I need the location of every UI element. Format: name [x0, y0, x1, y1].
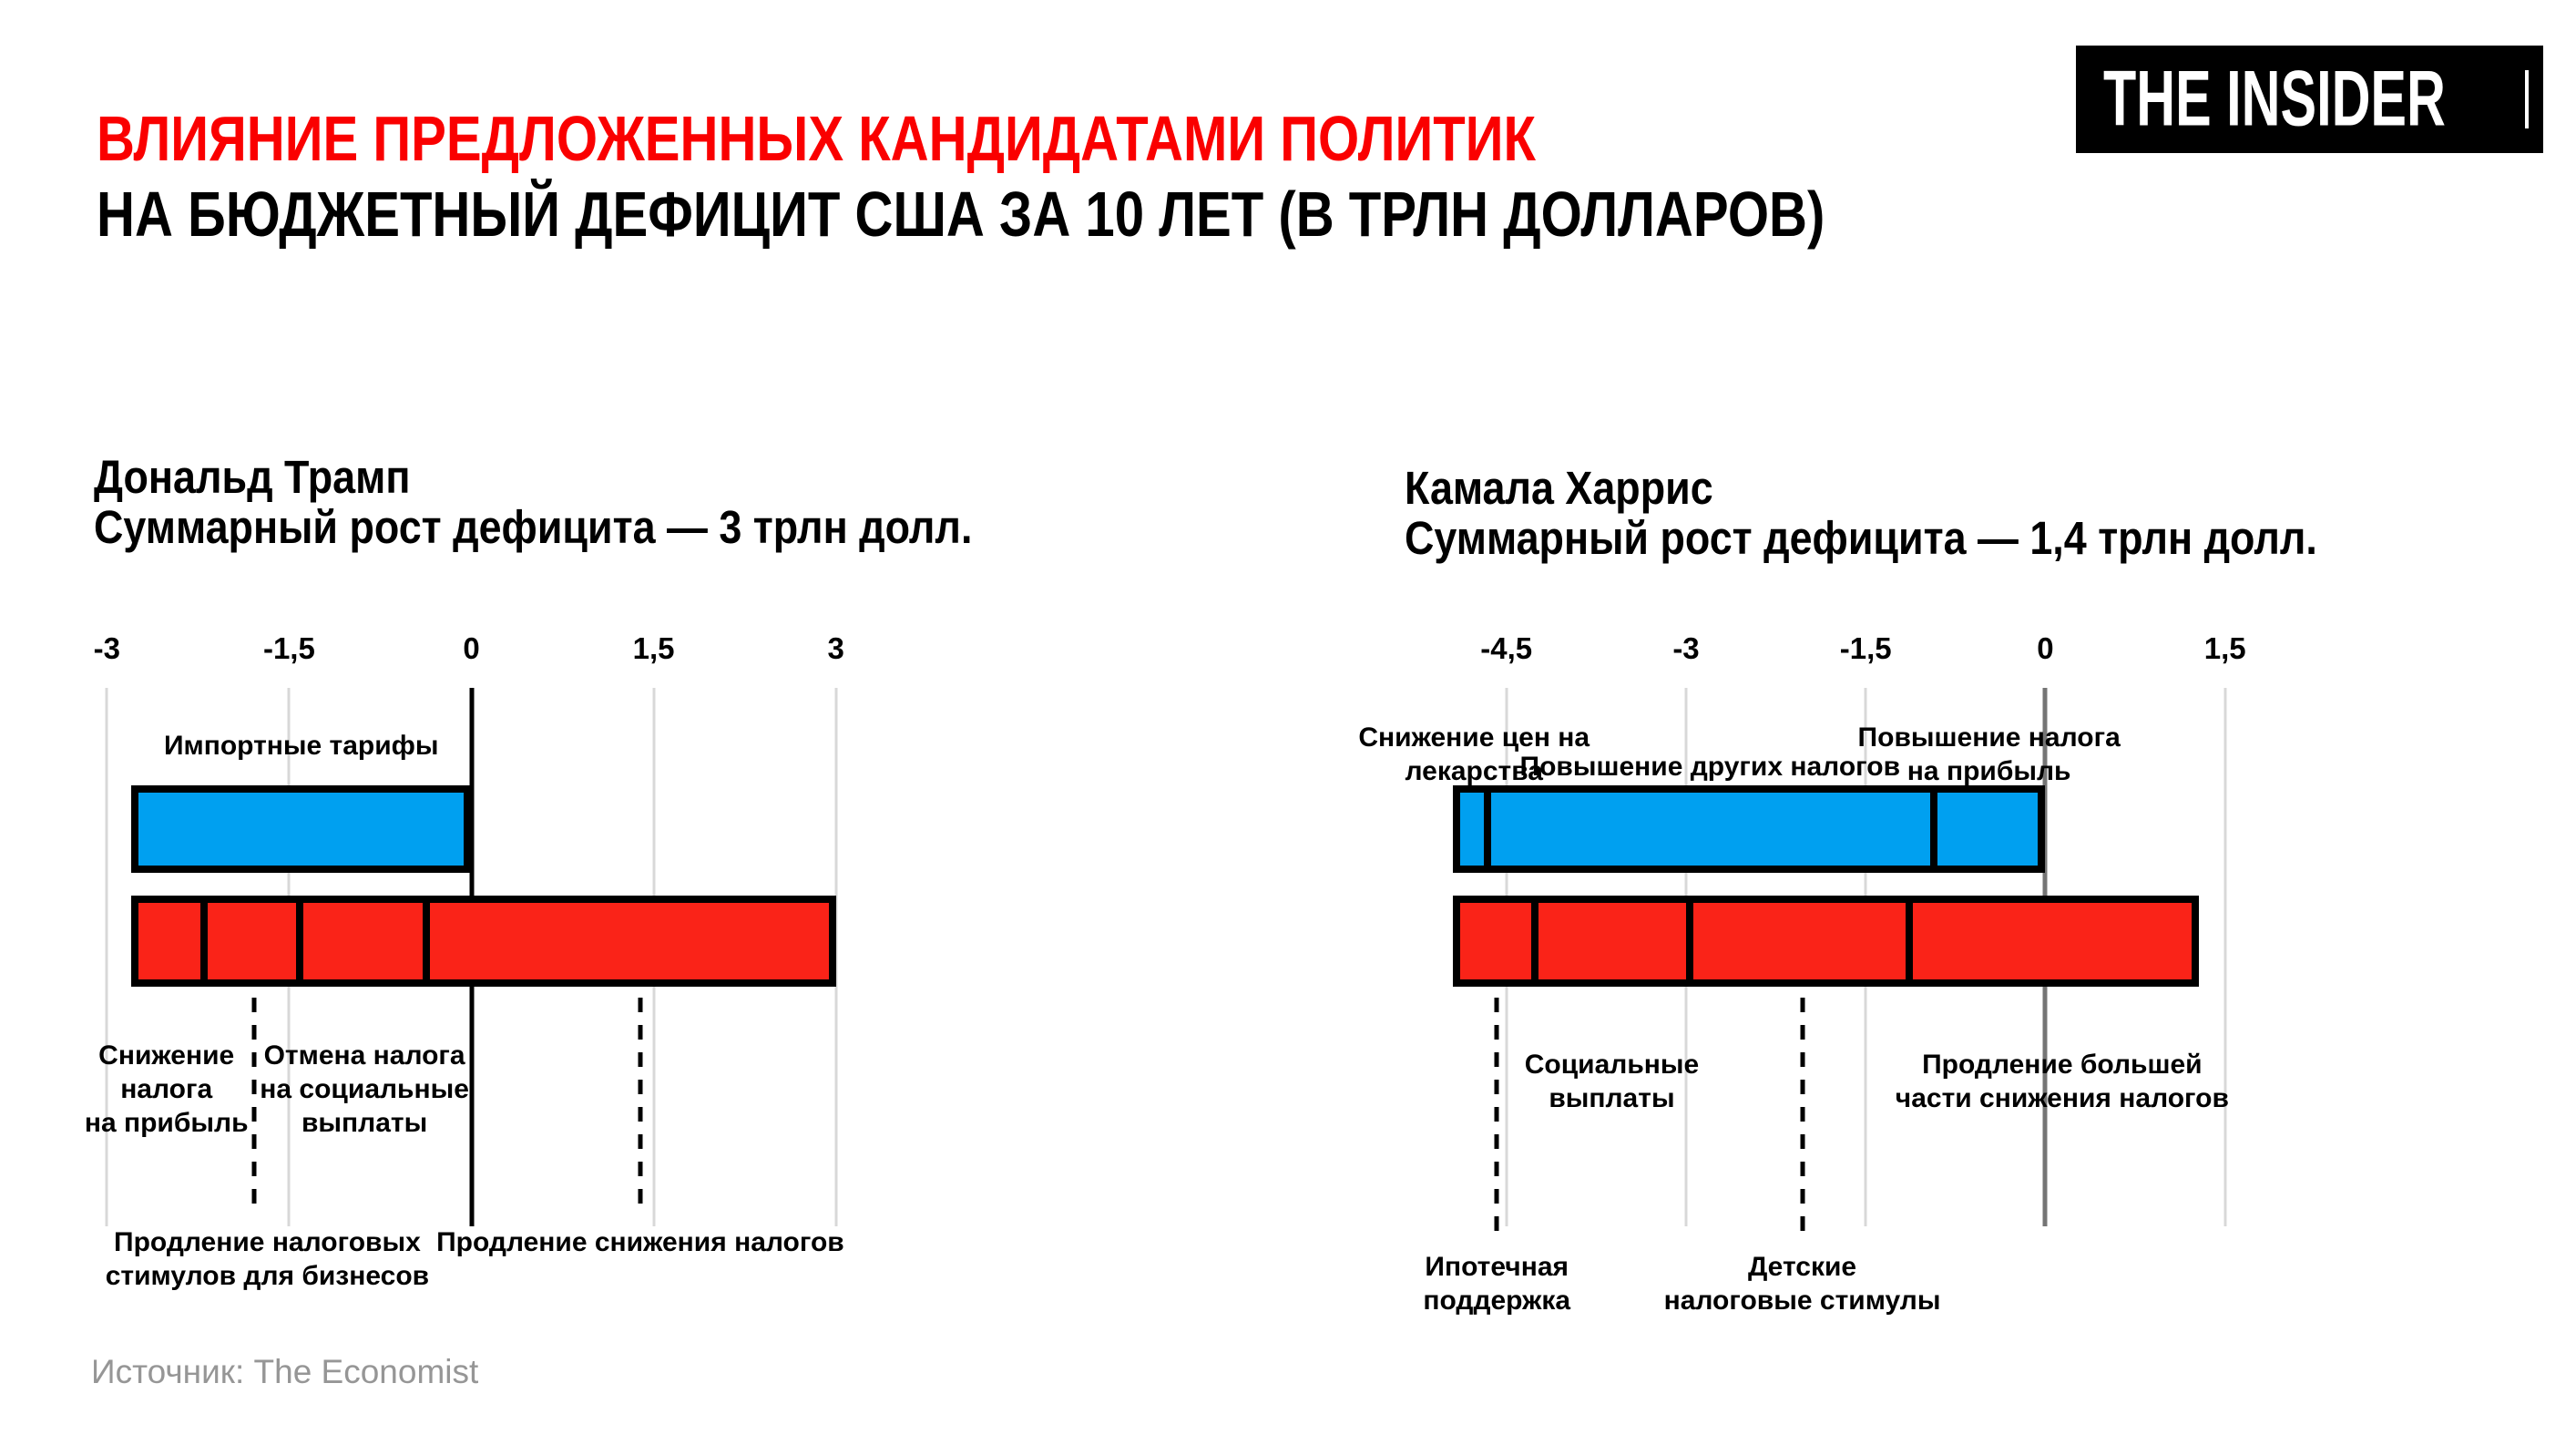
label-connector-dotted-line [1495, 998, 1499, 1235]
segment-divider [200, 896, 208, 987]
segment-label-line: поддержка [1423, 1286, 1571, 1316]
segment-label [106, 1225, 429, 1293]
segment-label-line: на прибыль [1906, 756, 2071, 786]
segment-label [164, 729, 439, 763]
segment-divider [1930, 785, 1937, 873]
axis-tick-label: 0 [463, 631, 480, 665]
segment-label-line: Повышение налога [1857, 722, 2121, 753]
axis-tick-label: 3 [827, 631, 844, 665]
candidate-name: Дональд Трамп [94, 451, 411, 503]
segment-label-line: налога [120, 1074, 213, 1104]
gridline [106, 688, 108, 1226]
axis-tick-label: 1,5 [2203, 631, 2246, 665]
axis-tick-label: -1,5 [262, 631, 315, 665]
page-title-line-2: НА БЮДЖЕТНЫЙ ДЕФИЦИТ США ЗА 10 ЛЕТ (В ТРЛН ДОЛЛАРОВ) [97, 179, 1825, 250]
logo-wordmark: THE INSIDER [2103, 55, 2446, 143]
segment-label-line: на прибыль [84, 1108, 249, 1138]
logo-cursor-bar [2525, 70, 2529, 128]
axis-tick-label: -3 [1672, 631, 1700, 665]
segment-label-line: Снижение [98, 1040, 235, 1071]
harris-subtitle [1405, 463, 2317, 563]
segment-label-line: Продление снижения налогов [436, 1227, 844, 1257]
segment-label-line: налоговые стимулы [1663, 1286, 1941, 1316]
label-connector-dotted-line [638, 998, 642, 1207]
deficit-total: Суммарный рост дефицита — 1,4 трлн долл. [1405, 512, 2317, 564]
bar-deficit-reducing [131, 785, 471, 873]
axis-tick-label: 0 [2037, 631, 2054, 665]
gridline [2223, 688, 2226, 1226]
axis-tick-label: 1,5 [632, 631, 675, 665]
segment-label-line: Социальные [1524, 1050, 1700, 1080]
segment-divider [296, 896, 303, 987]
axis-tick-label: -3 [93, 631, 120, 665]
segment-label-line: Снижение цен на [1358, 722, 1590, 753]
trump-chart-plot [84, 631, 848, 1291]
segment-label [436, 1225, 844, 1259]
axis-tick-label: -1,5 [1839, 631, 1892, 665]
segment-label [1858, 721, 2121, 788]
segment-label [1520, 750, 1901, 784]
segment-label-line: на социальные [260, 1074, 469, 1104]
axis-tick-label: -4,5 [1480, 631, 1533, 665]
harris-chart-plot [1358, 631, 2249, 1316]
bar-deficit-reducing [1453, 785, 2046, 873]
source-credit: Источник: The Economist [91, 1353, 479, 1390]
segment-label-line: Продление налоговых [114, 1227, 421, 1257]
segment-divider [1484, 785, 1491, 873]
segment-divider [1906, 896, 1913, 987]
page-title-line-1: ВЛИЯНИЕ ПРЕДЛОЖЕННЫХ КАНДИДАТАМИ ПОЛИТИК [97, 103, 1537, 174]
bar-deficit-increasing [1453, 896, 2199, 987]
segment-label [85, 1039, 249, 1140]
deficit-total: Суммарный рост дефицита — 3 трлн долл. [94, 501, 973, 553]
segment-label-line: Детские [1747, 1252, 1857, 1282]
segment-label [1525, 1048, 1699, 1115]
segment-divider [1531, 896, 1538, 987]
segment-label-line: Продление большей [1922, 1050, 2203, 1080]
segment-label [1423, 1250, 1570, 1317]
bar-deficit-increasing [131, 896, 836, 987]
segment-label-line: выплаты [301, 1108, 428, 1138]
segment-divider [1686, 896, 1693, 987]
segment-label-line: Ипотечная [1425, 1252, 1569, 1282]
label-connector-dotted-line [1800, 998, 1804, 1235]
the-insider-logo [2076, 46, 2543, 153]
segment-label-line: лекарства [1405, 756, 1543, 786]
trump-subtitle [94, 452, 972, 552]
segment-label-line: части снижения налогов [1895, 1083, 2229, 1113]
label-connector-dotted-line [251, 998, 256, 1207]
segment-label [260, 1039, 469, 1140]
candidate-name: Камала Харрис [1405, 462, 1713, 514]
segment-label-line: Отмена налога [263, 1040, 465, 1071]
segment-divider [423, 896, 430, 987]
segment-label-line: выплаты [1549, 1083, 1675, 1113]
segment-label [1664, 1250, 1941, 1317]
segment-label [1896, 1048, 2229, 1115]
segment-label-line: Повышение других налогов [1519, 752, 1901, 782]
segment-label-line: стимулов для бизнесов [105, 1261, 430, 1291]
segment-label-line: Импортные тарифы [163, 731, 439, 761]
